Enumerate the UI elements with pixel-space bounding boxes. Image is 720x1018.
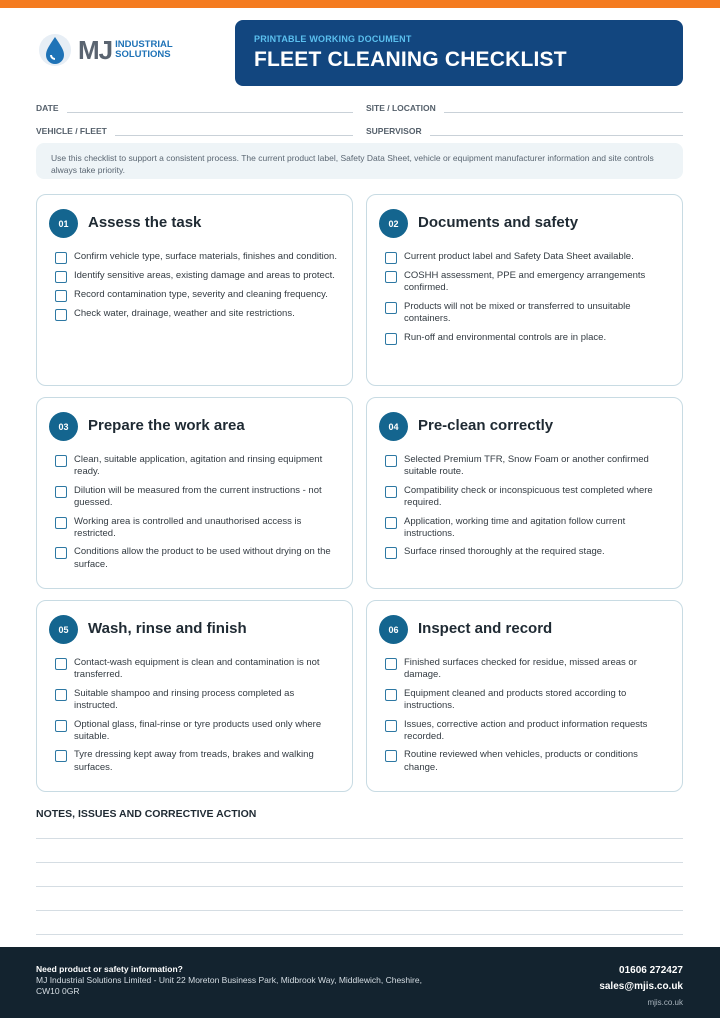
checkbox[interactable] [385,517,397,529]
section-number: 04 [379,412,408,441]
supervisor-input-line[interactable] [430,126,683,136]
section-title: Pre-clean correctly [418,417,554,434]
checklist-item[interactable] [385,251,668,264]
checkbox[interactable] [55,547,67,559]
checklist-item-text: Record contamination type, severity and cleaning frequency. [74,289,328,300]
section-card-04 [366,397,683,589]
document-title: FLEET CLEANING CHECKLIST [254,48,567,71]
notes-line[interactable] [36,910,683,911]
checklist-item-text: COSHH assessment, PPE and emergency arrangements confirmed. [404,270,646,294]
logo-line-1: INDUSTRIAL [115,39,173,51]
checkbox[interactable] [55,750,67,762]
checklist-item[interactable] [385,657,668,682]
section-card-02 [366,194,683,386]
checklist-item[interactable] [55,749,338,774]
notes-line[interactable] [36,862,683,863]
checklist-item[interactable] [55,251,338,264]
checklist-item-text: Routine reviewed when vehicles, products or conditions change. [404,749,638,773]
checkbox[interactable] [55,658,67,670]
checklist-item[interactable] [385,749,668,774]
checklist-item-text: Application, working time and agitation follow current instructions. [404,515,626,540]
checkbox[interactable] [55,486,67,498]
checklist-item[interactable] [55,688,338,713]
checkbox[interactable] [385,547,397,559]
vehicle-label: VEHICLE / FLEET [36,126,107,136]
site-input-line[interactable] [444,103,683,113]
checklist-item-text: Optional glass, final-rinse or tyre products used only where suitable. [74,718,322,743]
checklist-item-text: Suitable shampoo and rinsing process completed as instructed. [74,687,295,712]
section-card-03 [36,397,353,589]
section-number: 05 [49,615,78,644]
checklist-item[interactable] [55,454,338,479]
date-field[interactable] [36,99,353,113]
checklist-item[interactable] [55,657,338,682]
site-field[interactable] [366,99,683,113]
checklist-item-text: Equipment cleaned and products stored according to instructions. [404,687,627,712]
footer-heading: Need product or safety information? [36,964,183,974]
checklist-item[interactable] [55,546,338,571]
intro-note: Use this checklist to support a consistent process. The current product label, Safety Data Sheet, vehicle or equipment manufacturer information and site controls always take priority. [36,143,683,179]
checklist-item-text: Surface rinsed thoroughly at the required stage. [404,546,605,558]
checkbox[interactable] [55,455,67,467]
checklist-item[interactable] [385,485,668,510]
checklist-item-text: Identify sensitive areas, existing damage and areas to protect. [74,270,335,281]
vehicle-input-line[interactable] [115,126,353,136]
checklist-item[interactable] [55,485,338,510]
checklist-item[interactable] [385,688,668,713]
checklist-item[interactable] [55,289,338,302]
checklist-item-text: Selected Premium TFR, Snow Foam or another confirmed suitable route. [404,454,649,478]
section-title: Documents and safety [418,214,579,231]
checklist-item[interactable] [55,270,338,283]
checklist-item-text: Tyre dressing kept away from treads, brakes and walking surfaces. [74,749,314,773]
section-number: 03 [49,412,78,441]
checkbox[interactable] [55,309,67,321]
checklist-item[interactable] [55,719,338,744]
checklist-item-text: Check water, drainage, weather and site restrictions. [74,308,295,319]
checkbox[interactable] [55,252,67,264]
section-card-05 [36,600,353,792]
checklist-item-text: Clean, suitable application, agitation and rinsing equipment ready. [74,454,323,478]
section-card-06 [366,600,683,792]
supervisor-label: SUPERVISOR [366,126,422,136]
checklist-item[interactable] [385,332,668,345]
notes-line[interactable] [36,838,683,839]
checkbox[interactable] [55,271,67,283]
site-label: SITE / LOCATION [366,103,436,113]
checklist-item[interactable] [385,301,668,326]
checklist-item-text: Contact-wash equipment is clean and contamination is not transferred. [74,657,320,681]
checkbox[interactable] [55,720,67,732]
date-input-line[interactable] [67,103,353,113]
checklist-item-text: Working area is controlled and unauthorised access is restricted. [74,515,302,540]
checkbox[interactable] [55,689,67,701]
checkbox[interactable] [55,517,67,529]
notes-line[interactable] [36,934,683,935]
checkbox[interactable] [385,750,397,762]
checkbox[interactable] [385,302,397,314]
checklist-item[interactable] [385,270,668,295]
checklist-item[interactable] [385,516,668,541]
section-title: Prepare the work area [88,417,245,434]
footer-email-link[interactable]: sales@mjis.co.uk [599,981,683,992]
checkbox[interactable] [385,455,397,467]
date-label: DATE [36,103,59,113]
section-card-01 [36,194,353,386]
top-accent-bar [0,0,720,8]
document-kicker: PRINTABLE WORKING DOCUMENT [254,34,412,44]
checkbox[interactable] [385,271,397,283]
checklist-item-text: Run-off and environmental controls are in place. [404,331,607,343]
footer-website-link[interactable]: mjis.co.uk [647,998,683,1007]
checkbox[interactable] [55,290,67,302]
checklist-item[interactable] [385,719,668,744]
checklist-item-text: Finished surfaces checked for residue, missed areas or damage. [404,657,637,681]
logo-drop-icon [36,31,74,69]
section-title: Wash, rinse and finish [88,620,247,637]
section-number: 06 [379,615,408,644]
checklist-item-text: Current product label and Safety Data Sheet available. [404,251,634,262]
notes-heading: NOTES, ISSUES AND CORRECTIVE ACTION [36,808,257,820]
checkbox[interactable] [385,333,397,345]
company-logo [36,22,173,78]
notes-line[interactable] [36,886,683,887]
checklist-item[interactable] [55,516,338,541]
checklist-item[interactable] [385,454,668,479]
footer-address: MJ Industrial Solutions Limited - Unit 22 Moreton Business Park, Midbrook Way, Middlewich, Cheshire, CW10 0GR [36,975,422,996]
section-number: 01 [49,209,78,238]
footer [0,947,720,1018]
checklist-item-text: Conditions allow the product to be used without drying on the surface. [74,546,331,570]
section-number: 02 [379,209,408,238]
footer-phone-link[interactable]: 01606 272427 [619,965,683,976]
checkbox[interactable] [385,689,397,701]
checklist-item[interactable] [385,546,668,559]
checklist-item-text: Dilution will be measured from the current instructions - not guessed. [74,484,322,509]
checklist-item[interactable] [55,308,338,321]
section-title: Assess the task [88,214,202,231]
checklist-item-text: Confirm vehicle type, surface materials, finishes and condition. [74,251,337,262]
checklist-item-text: Compatibility check or inconspicuous test completed where required. [404,484,653,509]
checkbox[interactable] [385,720,397,732]
logo-mark-text: MJ [78,35,113,65]
logo-line-2: SOLUTIONS [115,49,171,60]
vehicle-field[interactable] [36,122,353,136]
checkbox[interactable] [385,252,397,264]
supervisor-field[interactable] [366,122,683,136]
checkbox[interactable] [385,486,397,498]
checklist-item-text: Products will not be mixed or transferred to unsuitable containers. [404,300,631,325]
checkbox[interactable] [385,658,397,670]
section-title: Inspect and record [418,620,553,637]
checklist-item-text: Issues, corrective action and product information requests recorded. [404,718,648,743]
title-banner [235,20,683,86]
